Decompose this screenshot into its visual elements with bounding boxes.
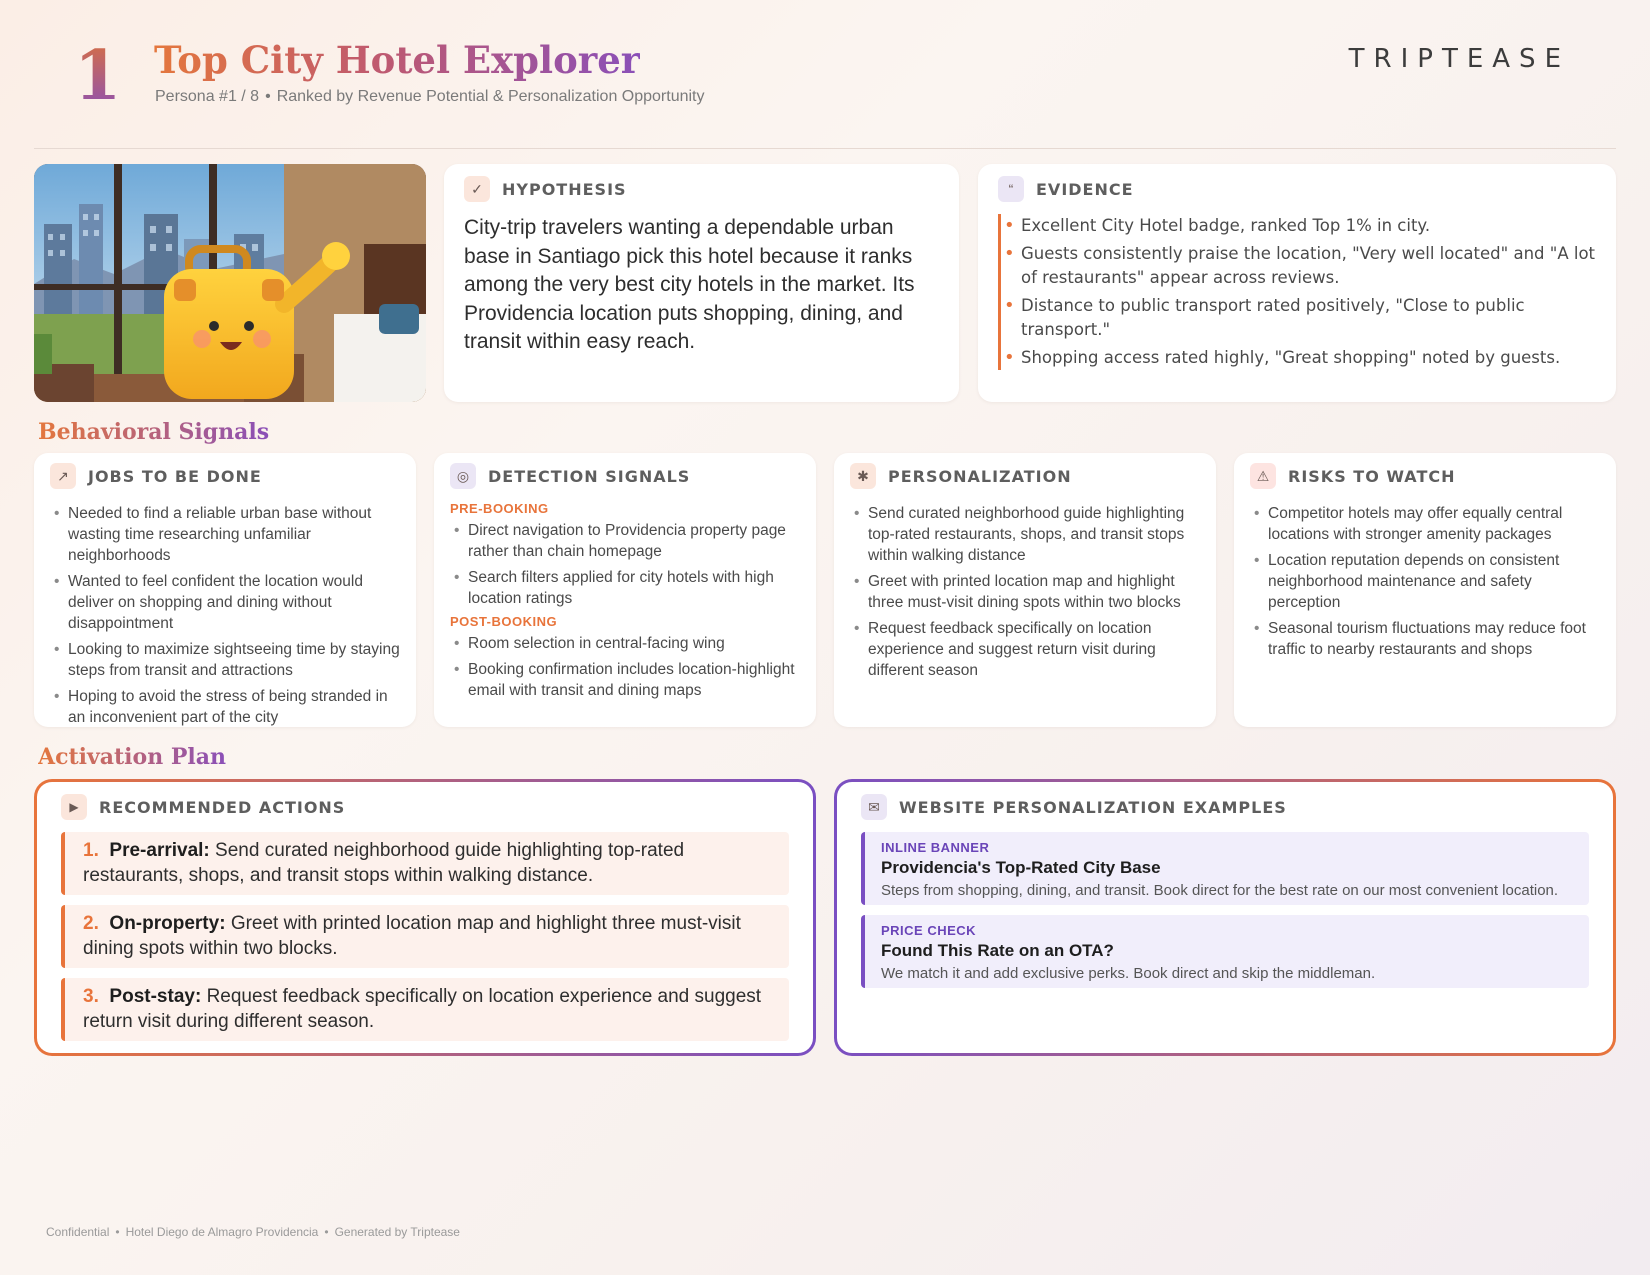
page-title: Top City Hotel Explorer <box>154 38 641 82</box>
example-inline-banner <box>861 832 1589 905</box>
detection-title: DETECTION SIGNALS <box>488 466 691 486</box>
website-examples-card <box>834 779 1616 1056</box>
actions-title: RECOMMENDED ACTIONS <box>99 797 346 817</box>
recommended-actions-body <box>37 782 813 1053</box>
page-footer <box>46 1225 460 1239</box>
list-item: • Room selection in central-facing wing <box>450 633 800 654</box>
footer-hotel: Hotel Diego de Almagro Providencia <box>125 1225 319 1239</box>
evidence-item: • Excellent City Hotel badge, ranked Top 1% in city. <box>1021 214 1596 238</box>
examples-header <box>861 794 1589 820</box>
warning-icon: ⚠ <box>1250 463 1276 489</box>
pre-booking-label: PRE-BOOKING <box>450 501 549 516</box>
list-item: • Search filters applied for city hotels with high location ratings <box>450 567 800 609</box>
separator-dot: • <box>115 1225 120 1239</box>
action-item <box>61 832 789 895</box>
personalization-header <box>850 463 1200 489</box>
hypothesis-text: City-trip travelers wanting a dependable urban base in Santiago pick this hotel because it ranks among the very best city hotels in the market. Its Providencia location puts shopping, dining, and transit within easy reach. <box>464 216 915 353</box>
play-icon: ▶ <box>61 794 87 820</box>
list-item: • Location reputation depends on consistent neighborhood maintenance and safety perception <box>1250 550 1600 613</box>
jobs-card <box>34 453 416 727</box>
list-item: • Looking to maximize sightseeing time by staying steps from transit and attractions <box>50 639 400 681</box>
example-desc: Steps from shopping, dining, and transit. Book direct for the best rate on our most convenient location. <box>881 882 1559 899</box>
ranking-note: Ranked by Revenue Potential & Personalization Opportunity <box>276 88 705 105</box>
evidence-item: • Guests consistently praise the location, "Very well located" and "A lot of restaurants" appear across reviews. <box>1021 242 1596 290</box>
action-number: 3. <box>83 986 99 1007</box>
evidence-item: • Distance to public transport rated positively, "Close to public transport." <box>1021 294 1596 342</box>
envelope-icon: ✉ <box>861 794 887 820</box>
pre-booking-list <box>450 520 800 609</box>
list-item: • Greet with printed location map and highlight three must-visit dining spots within two blocks <box>850 571 1200 613</box>
action-item <box>61 978 789 1041</box>
list-item: • Wanted to feel confident the location would deliver on shopping and dining without disappointment <box>50 571 400 634</box>
hypothesis-header <box>464 176 939 202</box>
post-booking-list <box>450 633 800 701</box>
behavioral-signals-heading: Behavioral Signals <box>38 419 270 445</box>
jobs-header <box>50 463 400 489</box>
separator-dot: • <box>324 1225 329 1239</box>
action-item <box>61 905 789 968</box>
action-text: Request feedback specifically on location experience and suggest return visit during different season. <box>83 986 762 1032</box>
check-icon: ✓ <box>464 176 490 202</box>
detection-header <box>450 463 800 489</box>
list-item: • Hoping to avoid the stress of being stranded in an inconvenient part of the city <box>50 686 400 728</box>
example-price-check <box>861 915 1589 988</box>
persona-number: 1 <box>74 36 122 116</box>
risks-header <box>1250 463 1600 489</box>
example-label: INLINE BANNER <box>881 840 990 855</box>
evidence-card <box>978 164 1616 402</box>
action-text: Greet with printed location map and highlight three must-visit dining spots within two blocks. <box>83 913 741 959</box>
persona-index: Persona #1 / 8 <box>155 88 260 105</box>
actions-header <box>61 794 789 820</box>
personalization-title: PERSONALIZATION <box>888 466 1072 486</box>
evidence-title: EVIDENCE <box>1036 179 1134 199</box>
examples-title: WEBSITE PERSONALIZATION EXAMPLES <box>899 797 1287 817</box>
jobs-list <box>50 503 400 728</box>
hypothesis-title: HYPOTHESIS <box>502 179 627 199</box>
sparkle-icon: ✱ <box>850 463 876 489</box>
jobs-title: JOBS TO BE DONE <box>88 466 262 486</box>
evidence-item: • Shopping access rated highly, "Great shopping" noted by guests. <box>1021 346 1596 370</box>
header-divider <box>34 148 1616 149</box>
personalization-list <box>850 503 1200 681</box>
activation-plan-heading: Activation Plan <box>38 744 227 770</box>
trend-arrow-icon: ↗ <box>50 463 76 489</box>
action-stage: Pre-arrival: <box>109 840 210 861</box>
footer-generated: Generated by Triptease <box>334 1225 460 1239</box>
hypothesis-card <box>444 164 959 402</box>
action-text: Send curated neighborhood guide highlighting top-rated restaurants, shops, and transit stops within walking distance. <box>83 840 685 886</box>
hotel-room-mascot-illustration <box>34 164 426 402</box>
evidence-header <box>998 176 1596 202</box>
hero-illustration <box>34 164 426 402</box>
target-icon: ◎ <box>450 463 476 489</box>
recommended-actions-card <box>34 779 816 1056</box>
website-examples-body <box>837 782 1613 1053</box>
detection-card <box>434 453 816 727</box>
brand-logo: TRIPTEASE <box>1348 44 1570 74</box>
list-item: • Send curated neighborhood guide highlighting top-rated restaurants, shops, and transit stops within walking distance <box>850 503 1200 566</box>
example-desc: We match it and add exclusive perks. Book direct and skip the middleman. <box>881 965 1376 982</box>
list-item: • Needed to find a reliable urban base without wasting time researching unfamiliar neighborhoods <box>50 503 400 566</box>
risks-card <box>1234 453 1616 727</box>
example-title: Found This Rate on an OTA? <box>881 941 1114 960</box>
page-header <box>0 0 1650 150</box>
risks-list <box>1250 503 1600 660</box>
evidence-list <box>998 214 1596 370</box>
list-item: • Booking confirmation includes location-highlight email with transit and dining maps <box>450 659 800 701</box>
list-item: • Competitor hotels may offer equally central locations with stronger amenity packages <box>1250 503 1600 545</box>
list-item: • Direct navigation to Providencia property page rather than chain homepage <box>450 520 800 562</box>
page-subtitle <box>155 88 705 106</box>
list-item: • Request feedback specifically on location experience and suggest return visit during different season <box>850 618 1200 681</box>
footer-confidential: Confidential <box>46 1225 110 1239</box>
list-item: • Seasonal tourism fluctuations may reduce foot traffic to nearby restaurants and shops <box>1250 618 1600 660</box>
example-title: Providencia's Top-Rated City Base <box>881 858 1161 877</box>
example-label: PRICE CHECK <box>881 923 977 938</box>
personalization-card <box>834 453 1216 727</box>
action-number: 2. <box>83 913 99 934</box>
action-stage: Post-stay: <box>109 986 202 1007</box>
action-stage: On-property: <box>109 913 226 934</box>
separator-dot: • <box>265 88 271 105</box>
action-number: 1. <box>83 840 99 861</box>
quote-icon: “ <box>998 176 1024 202</box>
post-booking-label: POST-BOOKING <box>450 614 558 629</box>
risks-title: RISKS TO WATCH <box>1288 466 1456 486</box>
